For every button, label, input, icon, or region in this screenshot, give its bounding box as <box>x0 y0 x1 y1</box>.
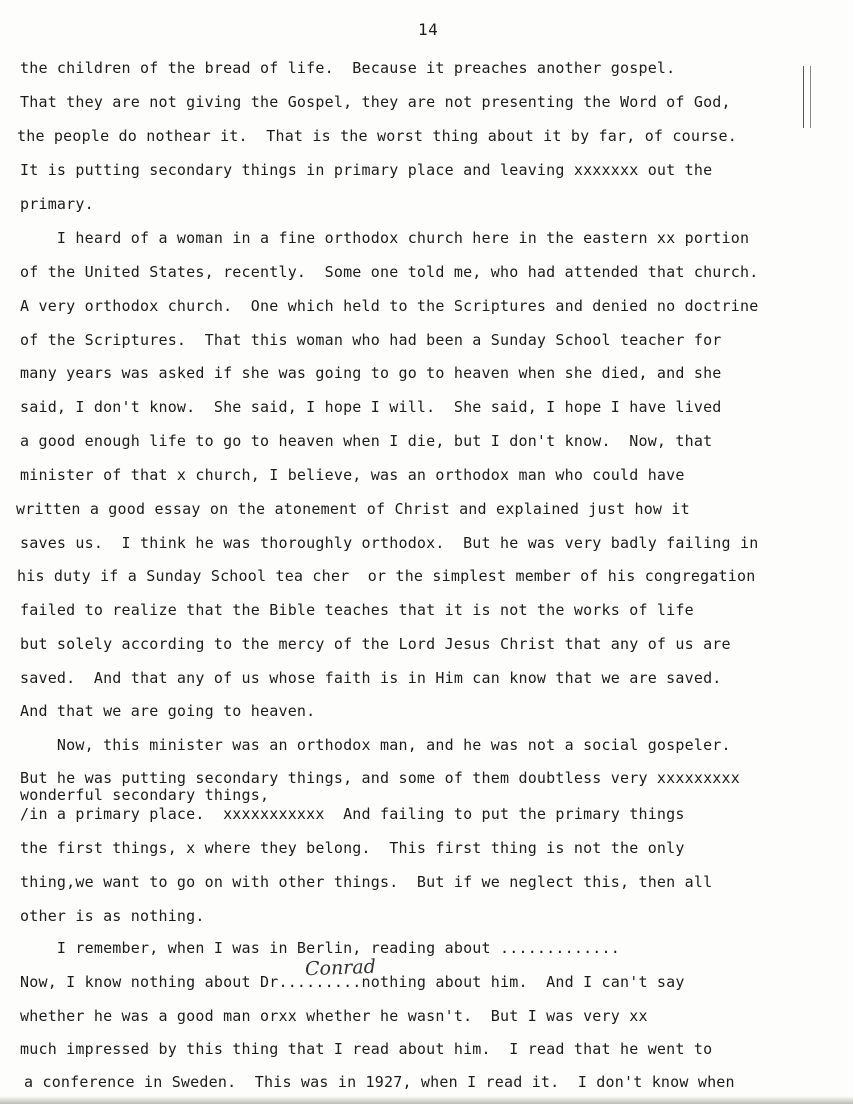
text-line: I heard of a woman in a fine orthodox church here in the eastern xx portion <box>20 229 750 247</box>
text-line: Now, this minister was an orthodox man, and he was not a social gospeler. <box>20 736 731 754</box>
page-number: 14 <box>418 20 439 39</box>
text-line: /in a primary place. xxxxxxxxxxx And failing to put the primary things <box>20 805 685 823</box>
handwritten-name-annotation: Conrad <box>304 955 377 981</box>
text-line: saved. And that any of us whose faith is in Him can know that we are saved. <box>20 669 722 687</box>
text-line: a conference in Sweden. This was in 1927, when I read it. I don't know when <box>24 1073 735 1091</box>
text-line: And that we are going to heaven. <box>20 702 316 720</box>
text-line: failed to realize that the Bible teaches that it is not the works of life <box>20 601 694 619</box>
margin-mark <box>803 66 811 128</box>
text-line: wonderful secondary things, <box>20 786 270 804</box>
text-line: primary. <box>20 195 94 213</box>
text-line: I remember, when I was in Berlin, reading about ............. <box>20 939 620 957</box>
text-line: of the Scriptures. That this woman who had been a Sunday School teacher for <box>20 331 722 349</box>
text-line: many years was asked if she was going to go to heaven when she died, and she <box>20 364 722 382</box>
text-line: much impressed by this thing that I read about him. I read that he went to <box>20 1040 713 1058</box>
text-line: But he was putting secondary things, and some of them doubtless very xxxxxxxxx <box>20 769 740 787</box>
text-line: the first things, x where they belong. This first thing is not the only <box>20 839 685 857</box>
text-line: of the United States, recently. Some one told me, who had attended that church. <box>20 263 759 281</box>
text-line: thing,we want to go on with other things. But if we neglect this, then all <box>20 873 713 891</box>
text-line: written a good essay on the atonement of Christ and explained just how it <box>16 500 690 518</box>
text-line: minister of that x church, I believe, was an orthodox man who could have <box>20 466 685 484</box>
text-line: other is as nothing. <box>20 907 205 925</box>
text-line: Now, I know nothing about Dr.........nothing about him. And I can't say <box>20 973 685 991</box>
text-line: but solely according to the mercy of the Lord Jesus Christ that any of us are <box>20 635 731 653</box>
text-line: That they are not giving the Gospel, they are not presenting the Word of God, <box>20 93 731 111</box>
text-line: It is putting secondary things in primary place and leaving xxxxxxx out the <box>20 161 713 179</box>
text-line: the children of the bread of life. Because it preaches another gospel. <box>20 59 676 77</box>
text-line: whether he was a good man orxx whether he wasn't. But I was very xx <box>20 1007 648 1025</box>
text-line: saves us. I think he was thoroughly orthodox. But he was very badly failing in <box>20 534 759 552</box>
text-line: a good enough life to go to heaven when I die, but I don't know. Now, that <box>20 432 713 450</box>
text-line: the people do nothear it. That is the worst thing about it by far, of course. <box>17 127 737 145</box>
paper-edge-shadow <box>0 1096 853 1104</box>
text-line: said, I don't know. She said, I hope I will. She said, I hope I have lived <box>20 398 722 416</box>
text-line: A very orthodox church. One which held to the Scriptures and denied no doctrine <box>20 297 759 315</box>
text-line: his duty if a Sunday School tea cher or the simplest member of his congregation <box>17 567 756 585</box>
